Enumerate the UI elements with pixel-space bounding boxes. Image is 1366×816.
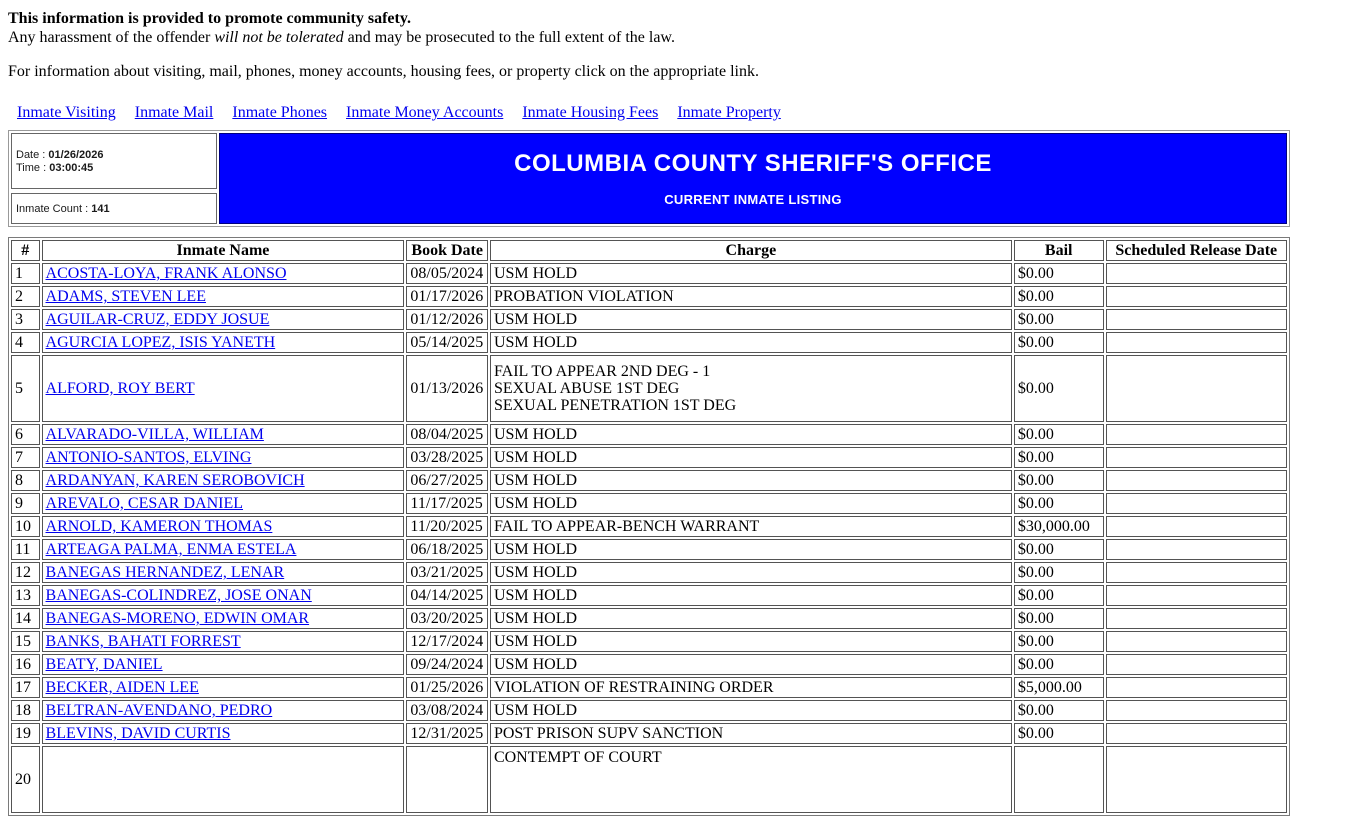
charge-line: FAIL TO APPEAR-BENCH WARRANT	[493, 518, 760, 535]
book-date: 11/17/2025	[406, 493, 488, 514]
inmate-name-link[interactable]: ALFORD, ROY BERT	[45, 380, 195, 397]
charge-line: USM HOLD	[493, 610, 578, 627]
inmate-info-nav	[8, 104, 1358, 122]
table-row	[11, 608, 1287, 629]
charge-line: USM HOLD	[493, 426, 578, 443]
date-label: Date :	[16, 148, 46, 161]
row-number: 15	[11, 631, 40, 652]
column-header-number: #	[11, 240, 40, 261]
book-date: 11/20/2025	[406, 516, 488, 537]
bail-amount: $0.00	[1014, 539, 1104, 560]
inmate-count-box	[11, 193, 217, 224]
table-row	[11, 700, 1287, 721]
inmate-table-header	[11, 240, 1287, 261]
charge-cell	[490, 516, 1012, 537]
table-row	[11, 332, 1287, 353]
bail-amount: $0.00	[1014, 447, 1104, 468]
nav-link-inmate-phones[interactable]: Inmate Phones	[232, 104, 328, 121]
current-time	[16, 162, 216, 174]
bail-amount: $0.00	[1014, 309, 1104, 330]
inmate-name-cell	[42, 516, 405, 537]
column-header-book-date: Book Date	[406, 240, 488, 261]
book-date: 06/27/2025	[406, 470, 488, 491]
inmate-count-value: 141	[91, 202, 110, 215]
row-number: 16	[11, 654, 40, 675]
book-date: 01/13/2026	[406, 355, 488, 422]
column-header-charge: Charge	[490, 240, 1012, 261]
inmate-name-cell	[42, 723, 405, 744]
inmate-name-link[interactable]: ACOSTA-LOYA, FRANK ALONSO	[45, 265, 287, 282]
inmate-name-cell	[42, 631, 405, 652]
row-number: 1	[11, 263, 40, 284]
release-date	[1106, 539, 1287, 560]
bail-amount: $0.00	[1014, 585, 1104, 606]
charge-line: PROBATION VIOLATION	[493, 288, 674, 305]
table-row	[11, 286, 1287, 307]
row-number: 17	[11, 677, 40, 698]
bail-amount: $0.00	[1014, 424, 1104, 445]
charge-line: POST PRISON SUPV SANCTION	[493, 725, 724, 742]
charge-line: USM HOLD	[493, 633, 578, 650]
row-number: 8	[11, 470, 40, 491]
bail-amount: $0.00	[1014, 723, 1104, 744]
nav-link-inmate-money-accounts[interactable]: Inmate Money Accounts	[346, 104, 504, 121]
inmate-name-cell	[42, 470, 405, 491]
book-date: 01/12/2026	[406, 309, 488, 330]
bail-amount: $0.00	[1014, 286, 1104, 307]
row-number: 9	[11, 493, 40, 514]
harassment-suffix: and may be prosecuted to the full extent of the law.	[343, 29, 675, 46]
inmate-name-cell	[42, 746, 405, 813]
table-row	[11, 654, 1287, 675]
inmate-name-cell	[42, 309, 405, 330]
charge-cell	[490, 539, 1012, 560]
charge-line: USM HOLD	[493, 564, 578, 581]
nav-link-inmate-housing-fees[interactable]: Inmate Housing Fees	[522, 104, 659, 121]
release-date	[1106, 424, 1287, 445]
harassment-notice-line	[8, 28, 1358, 47]
bail-amount: $30,000.00	[1014, 516, 1104, 537]
charge-line: USM HOLD	[493, 334, 578, 351]
charge-line: USM HOLD	[493, 449, 578, 466]
row-number: 14	[11, 608, 40, 629]
nav-link-inmate-property[interactable]: Inmate Property	[677, 104, 781, 121]
current-date	[16, 149, 216, 161]
release-date	[1106, 332, 1287, 353]
inmate-name-link[interactable]: BLEVINS, DAVID CURTIS	[45, 725, 231, 742]
inmate-name-cell	[42, 263, 405, 284]
book-date: 12/17/2024	[406, 631, 488, 652]
column-header-inmate-name: Inmate Name	[42, 240, 405, 261]
harassment-prefix: Any harassment of the offender	[8, 29, 215, 46]
bail-amount: $0.00	[1014, 470, 1104, 491]
row-number: 3	[11, 309, 40, 330]
inmate-name-link[interactable]: AREVALO, CESAR DANIEL	[45, 495, 244, 512]
charge-cell	[490, 493, 1012, 514]
charge-cell	[490, 723, 1012, 744]
charge-cell	[490, 470, 1012, 491]
inmate-name-cell	[42, 677, 405, 698]
table-row	[11, 355, 1287, 422]
table-row	[11, 677, 1287, 698]
bail-amount: $0.00	[1014, 263, 1104, 284]
release-date	[1106, 516, 1287, 537]
safety-notice-line: This information is provided to promote community safety.	[8, 10, 411, 27]
listing-subtitle: CURRENT INMATE LISTING	[664, 192, 842, 207]
bail-amount: $0.00	[1014, 355, 1104, 422]
book-date: 12/31/2025	[406, 723, 488, 744]
inmate-name-link[interactable]: AGUILAR-CRUZ, EDDY JOSUE	[45, 311, 270, 328]
inmate-name-cell	[42, 424, 405, 445]
table-row	[11, 631, 1287, 652]
book-date: 08/04/2025	[406, 424, 488, 445]
row-number: 18	[11, 700, 40, 721]
book-date: 04/14/2025	[406, 585, 488, 606]
header-meta-panel	[11, 133, 217, 224]
inmate-name-link[interactable]: ANTONIO-SANTOS, ELVING	[45, 449, 252, 466]
table-row	[11, 470, 1287, 491]
charge-cell	[490, 286, 1012, 307]
release-date	[1106, 355, 1287, 422]
column-header-bail: Bail	[1014, 240, 1104, 261]
inmate-name-link[interactable]: ARNOLD, KAMERON THOMAS	[45, 518, 273, 535]
charge-line: FAIL TO APPEAR 2ND DEG - 1	[493, 363, 711, 380]
table-row	[11, 493, 1287, 514]
charge-cell	[490, 447, 1012, 468]
charge-cell	[490, 355, 1012, 422]
charge-line: USM HOLD	[493, 541, 578, 558]
charge-cell	[490, 700, 1012, 721]
bail-amount: $0.00	[1014, 608, 1104, 629]
inmate-name-link[interactable]: BANEGAS HERNANDEZ, LENAR	[45, 564, 285, 581]
charge-line: USM HOLD	[493, 265, 578, 282]
book-date: 01/25/2026	[406, 677, 488, 698]
date-time-box	[11, 133, 217, 189]
release-date	[1106, 746, 1287, 813]
inmate-name-cell	[42, 355, 405, 422]
book-date: 03/08/2024	[406, 700, 488, 721]
bail-amount: $0.00	[1014, 700, 1104, 721]
inmate-name-cell	[42, 562, 405, 583]
row-number: 11	[11, 539, 40, 560]
inmate-count	[16, 203, 110, 215]
release-date	[1106, 700, 1287, 721]
release-date	[1106, 470, 1287, 491]
release-date	[1106, 263, 1287, 284]
row-number: 4	[11, 332, 40, 353]
inmate-name-cell	[42, 286, 405, 307]
inmate-name-cell	[42, 332, 405, 353]
bail-amount: $5,000.00	[1014, 677, 1104, 698]
charge-line: CONTEMPT OF COURT	[493, 749, 662, 766]
book-date: 03/20/2025	[406, 608, 488, 629]
office-title: COLUMBIA COUNTY SHERIFF'S OFFICE	[514, 150, 992, 177]
bail-amount: $0.00	[1014, 631, 1104, 652]
inmate-name-link[interactable]: BANEGAS-COLINDREZ, JOSE ONAN	[45, 587, 312, 604]
time-label: Time :	[16, 161, 47, 174]
book-date: 01/17/2026	[406, 286, 488, 307]
charge-cell	[490, 631, 1012, 652]
inmate-name-cell	[42, 700, 405, 721]
info-links-instruction: For information about visiting, mail, phones, money accounts, housing fees, or property click on the appropriate link.	[8, 63, 759, 80]
row-number: 12	[11, 562, 40, 583]
charge-cell	[490, 608, 1012, 629]
table-row	[11, 447, 1287, 468]
inmate-name-cell	[42, 585, 405, 606]
charge-line: USM HOLD	[493, 702, 578, 719]
release-date	[1106, 608, 1287, 629]
table-row	[11, 539, 1287, 560]
listing-header	[8, 130, 1290, 227]
inmate-count-label: Inmate Count :	[16, 202, 89, 215]
charge-cell	[490, 585, 1012, 606]
bail-amount	[1014, 746, 1104, 813]
charge-cell	[490, 654, 1012, 675]
inmate-name-link[interactable]: ADAMS, STEVEN LEE	[45, 288, 206, 305]
time-value: 03:00:45	[49, 161, 94, 174]
harassment-emphasis: will not be tolerated	[214, 29, 344, 46]
release-date	[1106, 447, 1287, 468]
bail-amount: $0.00	[1014, 493, 1104, 514]
inmate-name-link[interactable]: ALVARADO-VILLA, WILLIAM	[45, 426, 264, 443]
charge-line: SEXUAL ABUSE 1ST DEG	[493, 380, 680, 397]
inmate-name-link[interactable]: ARTEAGA PALMA, ENMA ESTELA	[45, 541, 297, 558]
charge-cell	[490, 746, 1012, 813]
table-row	[11, 562, 1287, 583]
book-date: 08/05/2024	[406, 263, 488, 284]
inmate-name-cell	[42, 608, 405, 629]
book-date: 06/18/2025	[406, 539, 488, 560]
charge-cell	[490, 562, 1012, 583]
charge-cell	[490, 309, 1012, 330]
banner	[219, 133, 1287, 224]
inmate-name-cell	[42, 654, 405, 675]
row-number: 7	[11, 447, 40, 468]
charge-cell	[490, 263, 1012, 284]
row-number: 10	[11, 516, 40, 537]
inmate-name-link[interactable]: AGURCIA LOPEZ, ISIS YANETH	[45, 334, 276, 351]
inmate-name-link[interactable]: BANEGAS-MORENO, EDWIN OMAR	[45, 610, 310, 627]
nav-link-inmate-visiting[interactable]: Inmate Visiting	[17, 104, 116, 121]
row-number: 6	[11, 424, 40, 445]
table-row	[11, 424, 1287, 445]
inmate-name-link[interactable]: BANKS, BAHATI FORREST	[45, 633, 241, 650]
charge-line: SEXUAL PENETRATION 1ST DEG	[493, 397, 737, 414]
charge-line: USM HOLD	[493, 587, 578, 604]
inmate-name-link[interactable]: BECKER, AIDEN LEE	[45, 679, 199, 696]
table-row	[11, 746, 1287, 813]
row-number: 20	[11, 746, 40, 813]
charge-line: USM HOLD	[493, 311, 578, 328]
nav-link-inmate-mail[interactable]: Inmate Mail	[134, 104, 214, 121]
charge-cell	[490, 332, 1012, 353]
release-date	[1106, 654, 1287, 675]
book-date: 05/14/2025	[406, 332, 488, 353]
column-header-release-date: Scheduled Release Date	[1106, 240, 1287, 261]
date-value: 01/26/2026	[48, 148, 104, 161]
table-row	[11, 723, 1287, 744]
release-date	[1106, 286, 1287, 307]
inmate-table	[8, 237, 1290, 816]
book-date: 03/21/2025	[406, 562, 488, 583]
charge-cell	[490, 677, 1012, 698]
bail-amount: $0.00	[1014, 562, 1104, 583]
release-date	[1106, 723, 1287, 744]
bail-amount: $0.00	[1014, 332, 1104, 353]
book-date	[406, 746, 488, 813]
row-number: 19	[11, 723, 40, 744]
inmate-name-link[interactable]: BEATY, DANIEL	[45, 656, 163, 673]
book-date: 09/24/2024	[406, 654, 488, 675]
bail-amount: $0.00	[1014, 654, 1104, 675]
release-date	[1106, 677, 1287, 698]
charge-line: USM HOLD	[493, 656, 578, 673]
release-date	[1106, 309, 1287, 330]
book-date: 03/28/2025	[406, 447, 488, 468]
charge-cell	[490, 424, 1012, 445]
row-number: 13	[11, 585, 40, 606]
release-date	[1106, 585, 1287, 606]
inmate-table-body	[11, 263, 1287, 813]
table-row	[11, 585, 1287, 606]
release-date	[1106, 562, 1287, 583]
table-row	[11, 516, 1287, 537]
table-row	[11, 263, 1287, 284]
release-date	[1106, 631, 1287, 652]
charge-line: USM HOLD	[493, 495, 578, 512]
charge-line: USM HOLD	[493, 472, 578, 489]
inmate-name-link[interactable]: ARDANYAN, KAREN SEROBOVICH	[45, 472, 305, 489]
row-number: 2	[11, 286, 40, 307]
inmate-name-cell	[42, 539, 405, 560]
inmate-name-link[interactable]: BELTRAN-AVENDANO, PEDRO	[45, 702, 273, 719]
charge-line: VIOLATION OF RESTRAINING ORDER	[493, 679, 774, 696]
inmate-name-cell	[42, 447, 405, 468]
inmate-name-cell	[42, 493, 405, 514]
table-row	[11, 309, 1287, 330]
release-date	[1106, 493, 1287, 514]
row-number: 5	[11, 355, 40, 422]
